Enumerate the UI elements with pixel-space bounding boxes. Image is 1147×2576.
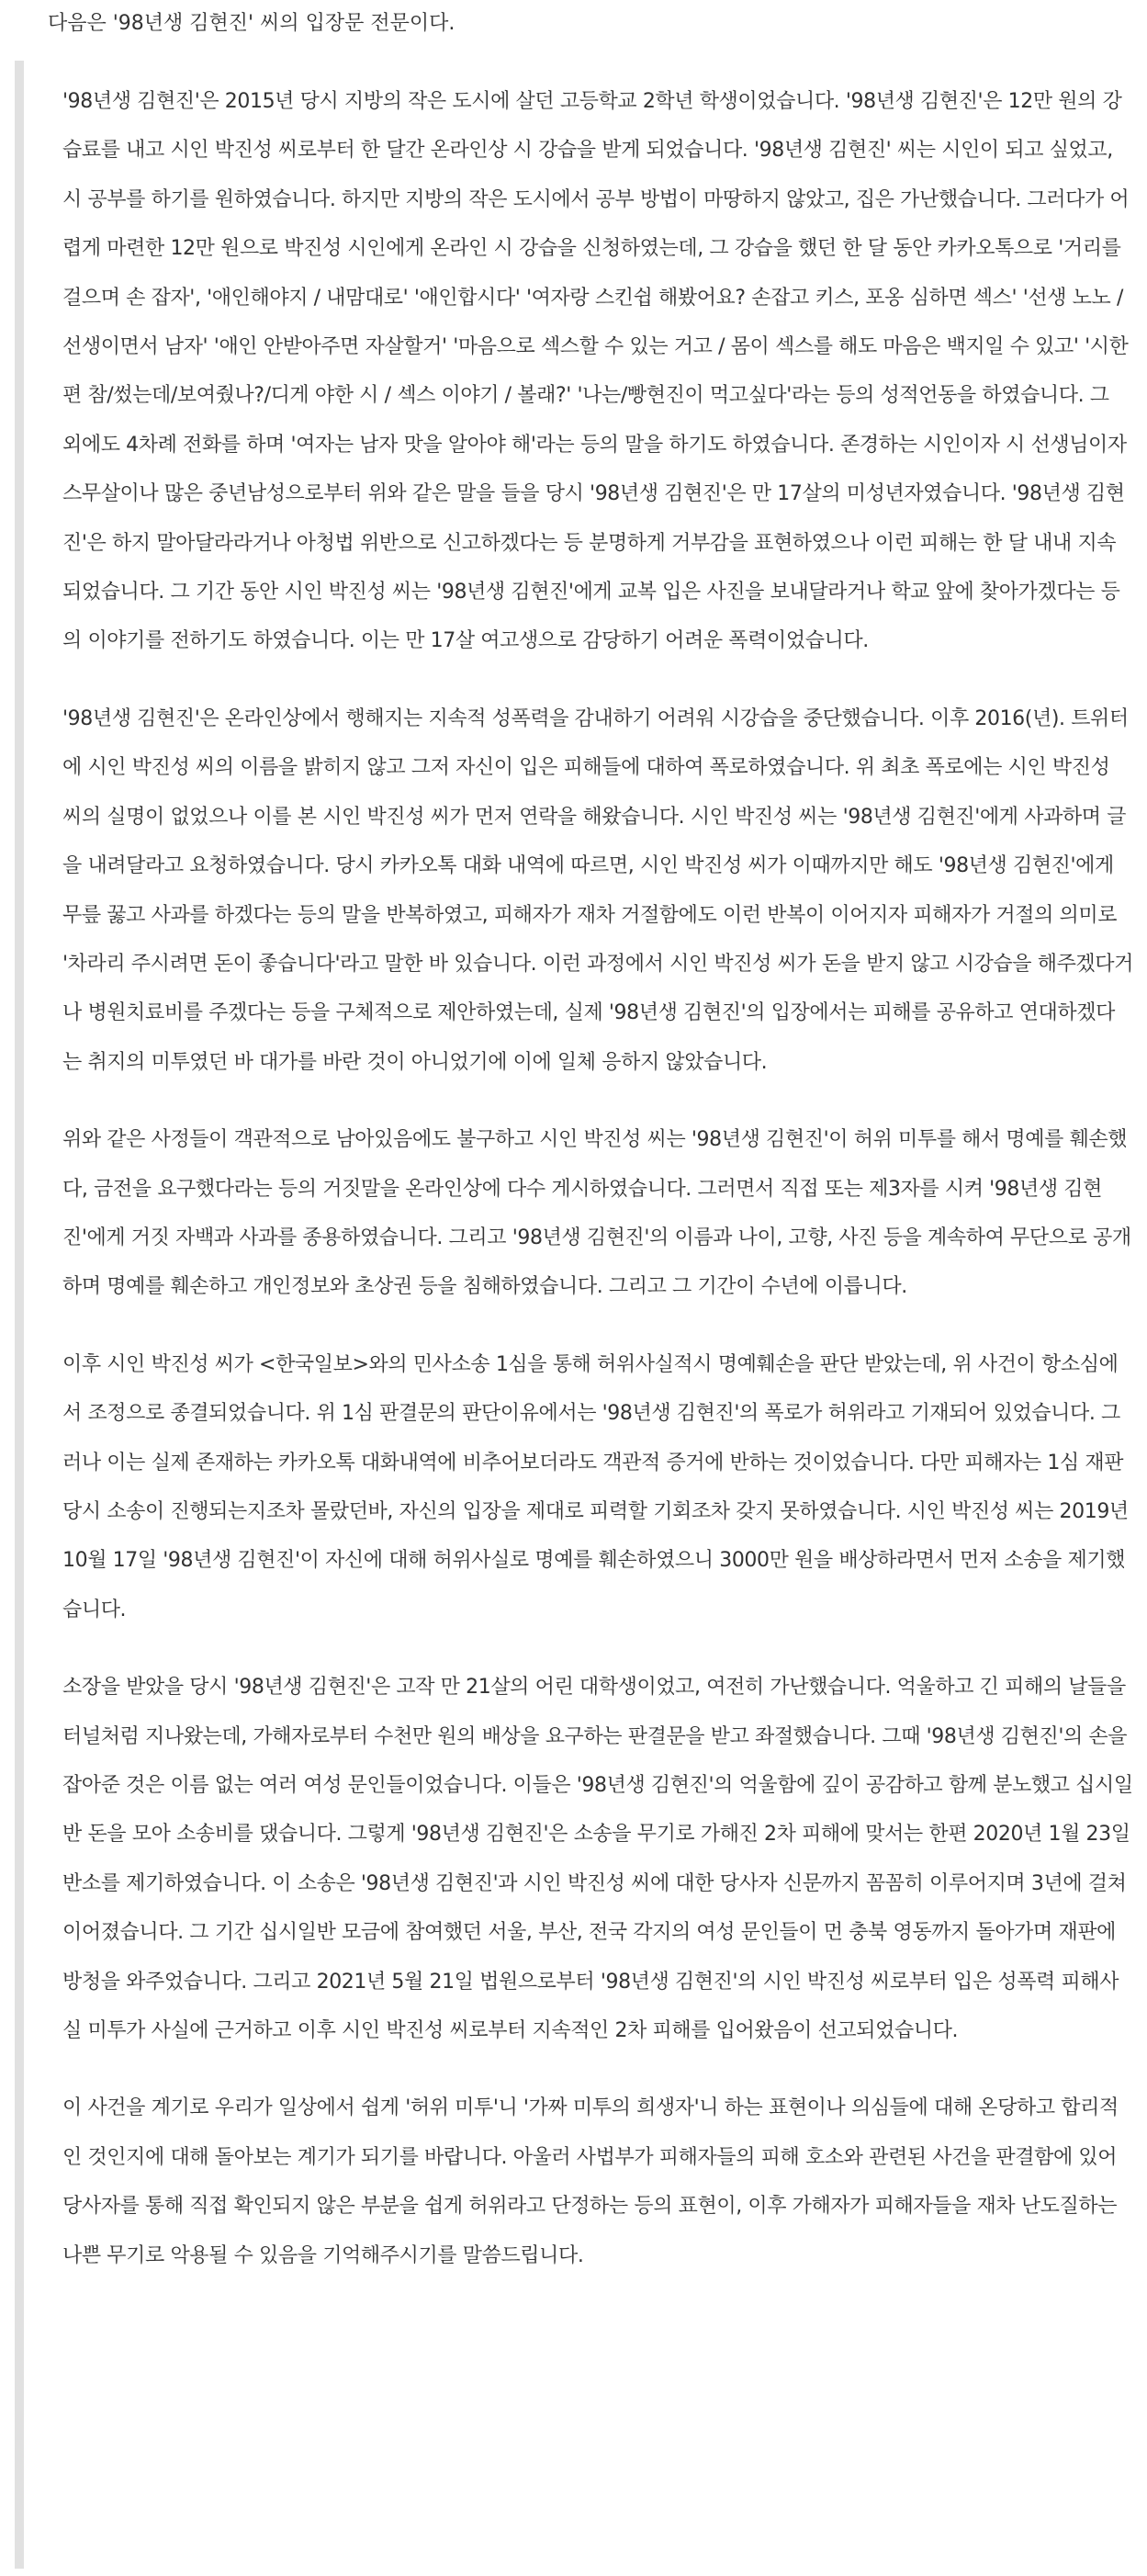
quote-body [62,77,1133,2309]
quote-bar [15,61,24,2569]
paragraph-1: '98년생 김현진'은 2015년 당시 지방의 작은 도시에 살던 고등학교 2학년 학생이었습니다. '98년생 김현진'은 12만 원의 강습료를 내고 시인 박진성 씨로부터 한 달간 온라인상 시 강습을 받게 되었습니다. '98년생 김현진' 씨는 시인이 되고 싶었고, 시 공부를 하기를 원하였습니다. 하지만 지방의 작은 도시에서 공부 방법이 마땅하지 않았고, 집은 가난했습니다. 그러다가 어렵게 마련한 12만 원으로 박진성 시인에게 온라인 시 강습을 신청하였는데, 그 강습을 했던 한 달 동안 카카오톡으로 '거리를 걸으며 손 잡자', '애인해야지 / 내맘대로' '애인합시다' '여자랑 스킨쉽 해봤어요? 손잡고 키스, 포옹 심하면 섹스' '선생 노노 / 선생이면서 남자' '애인 안받아주면 자살할거' '마음으로 섹스할 수 있는 거고 / 몸이 섹스를 해도 마음은 백지일 수 있고' '시한편 참/썼는데/보여줬나?/디게 야한 시 / 섹스 이야기 / 볼래?' '나는/빵현진이 먹고싶다'라는 등의 성적언동을 하였습니다. 그 외에도 4차례 전화를 하며 '여자는 남자 맛을 알아야 해'라는 등의 말을 하기도 하였습니다. 존경하는 시인이자 시 선생님이자 스무살이나 많은 중년남성으로부터 위와 같은 말을 들을 당시 '98년생 김현진'은 만 17살의 미성년자였습니다. '98년생 김현진'은 하지 말아달라라거나 아청법 위반으로 신고하겠다는 등 분명하게 거부감을 표현하였으나 이런 피해는 한 달 내내 지속되었습니다. 그 기간 동안 시인 박진성 씨는 '98년생 김현진'에게 교복 입은 사진을 보내달라거나 학교 앞에 찾아가겠다는 등의 이야기를 전하기도 하였습니다. 이는 만 17살 여고생으로 감당하기 어려운 폭력이었습니다. [62,90,1130,653]
blockquote [15,61,1133,2569]
paragraph-6: 이 사건을 계기로 우리가 일상에서 쉽게 '허위 미투'니 '가짜 미투의 희생자'니 하는 표현이나 의심들에 대해 온당하고 합리적인 것인지에 대해 돌아보는 계기가 되기를 바랍니다. 아울러 사법부가 피해자들의 피해 호소와 관련된 사건을 판결함에 있어 당사자를 통해 직접 확인되지 않은 부분을 쉽게 허위라고 단정하는 등의 표현이, 이후 가해자가 피해자들을 재차 난도질하는 나쁜 무기로 악용될 수 있음을 기억해주시기를 말씀드립니다. [62,2096,1119,2267]
paragraph-3: 위와 같은 사정들이 객관적으로 남아있음에도 불구하고 시인 박진성 씨는 '98년생 김현진'이 허위 미투를 해서 명예를 훼손했다, 금전을 요구했다라는 등의 거짓말을 온라인상에 다수 게시하였습니다. 그러면서 직접 또는 제3자를 시켜 '98년생 김현진'에게 거짓 자백과 사과를 종용하였습니다. 그리고 '98년생 김현진'의 이름과 나이, 고향, 사진 등을 계속하여 무단으로 공개하며 명예를 훼손하고 개인정보와 초상권 등을 침해하였습니다. 그리고 그 기간이 수년에 이릅니다. [62,1128,1131,1299]
paragraph-5: 소장을 받았을 당시 '98년생 김현진'은 고작 만 21살의 어린 대학생이었고, 여전히 가난했습니다. 억울하고 긴 피해의 날들을 터널처럼 지나왔는데, 가해자로부터 수천만 원의 배상을 요구하는 판결문을 받고 좌절했습니다. 그때 '98년생 김현진'의 손을 잡아준 것은 이름 없는 여러 여성 문인들이었습니다. 이들은 '98년생 김현진'의 억울함에 깊이 공감하고 함께 분노했고 십시일반 돈을 모아 소송비를 댔습니다. 그렇게 '98년생 김현진'은 소송을 무기로 가해진 2차 피해에 맞서는 한편 2020년 1월 23일 반소를 제기하였습니다. 이 소송은 '98년생 김현진'과 시인 박진성 씨에 대한 당사자 신문까지 꼼꼼히 이루어지며 3년에 걸쳐 이어졌습니다. 그 기간 십시일반 모금에 참여했던 서울, 부산, 전국 각지의 여성 문인들이 먼 충북 영동까지 돌아가며 재판에 방청을 와주었습니다. 그리고 2021년 5월 21일 법원으로부터 '98년생 김현진'의 시인 박진성 씨로부터 입은 성폭력 피해사실 미투가 사실에 근거하고 이후 시인 박진성 씨로부터 지속적인 2차 피해를 입어왔음이 선고되었습니다. [62,1676,1133,2043]
paragraph-2: '98년생 김현진'은 온라인상에서 행해지는 지속적 성폭력을 감내하기 어려워 시강습을 중단했습니다. 이후 2016(년). 트위터에 시인 박진성 씨의 이름을 밝히지 않고 그저 자신이 입은 피해들에 대하여 폭로하였습니다. 위 최초 폭로에는 시인 박진성 씨의 실명이 없었으나 이를 본 시인 박진성 씨가 먼저 연락을 해왔습니다. 시인 박진성 씨는 '98년생 김현진'에게 사과하며 글을 내려달라고 요청하였습니다. 당시 카카오톡 대화 내역에 따르면, 시인 박진성 씨가 이때까지만 해도 '98년생 김현진'에게 무릎 꿇고 사과를 하겠다는 등의 말을 반복하였고, 피해자가 재차 거절함에도 이런 반복이 이어지자 피해자가 거절의 의미로 '차라리 주시려면 돈이 좋습니다'라고 말한 바 있습니다. 이런 과정에서 시인 박진성 씨가 돈을 받지 않고 시강습을 해주겠다거나 병원치료비를 주겠다는 등을 구체적으로 제안하였는데, 실제 '98년생 김현진'의 입장에서는 피해를 공유하고 연대하겠다는 취지의 미투였던 바 대가를 바란 것이 아니었기에 이에 일체 응하지 않았습니다. [62,706,1133,1074]
intro-line: 다음은 '98년생 김현진' 씨의 입장문 전문이다. [48,12,455,35]
paragraph-4: 이후 시인 박진성 씨가 <한국일보>와의 민사소송 1심을 통해 허위사실적시 명예훼손을 판단 받았는데, 위 사건이 항소심에서 조정으로 종결되었습니다. 위 1심 판결문의 판단이유에서는 '98년생 김현진'의 폭로가 허위라고 기재되어 있었습니다. 그러나 이는 실제 존재하는 카카오톡 대화내역에 비추어보더라도 객관적 증거에 반하는 것이었습니다. 다만 피해자는 1심 재판 당시 소송이 진행되는지조차 몰랐던바, 자신의 입장을 제대로 피력할 기회조차 갖지 못하였습니다. 시인 박진성 씨는 2019년 10월 17일 '98년생 김현진'이 자신에 대해 허위사실로 명예를 훼손하였으니 3000만 원을 배상하라면서 먼저 소송을 제기했습니다. [62,1352,1129,1621]
